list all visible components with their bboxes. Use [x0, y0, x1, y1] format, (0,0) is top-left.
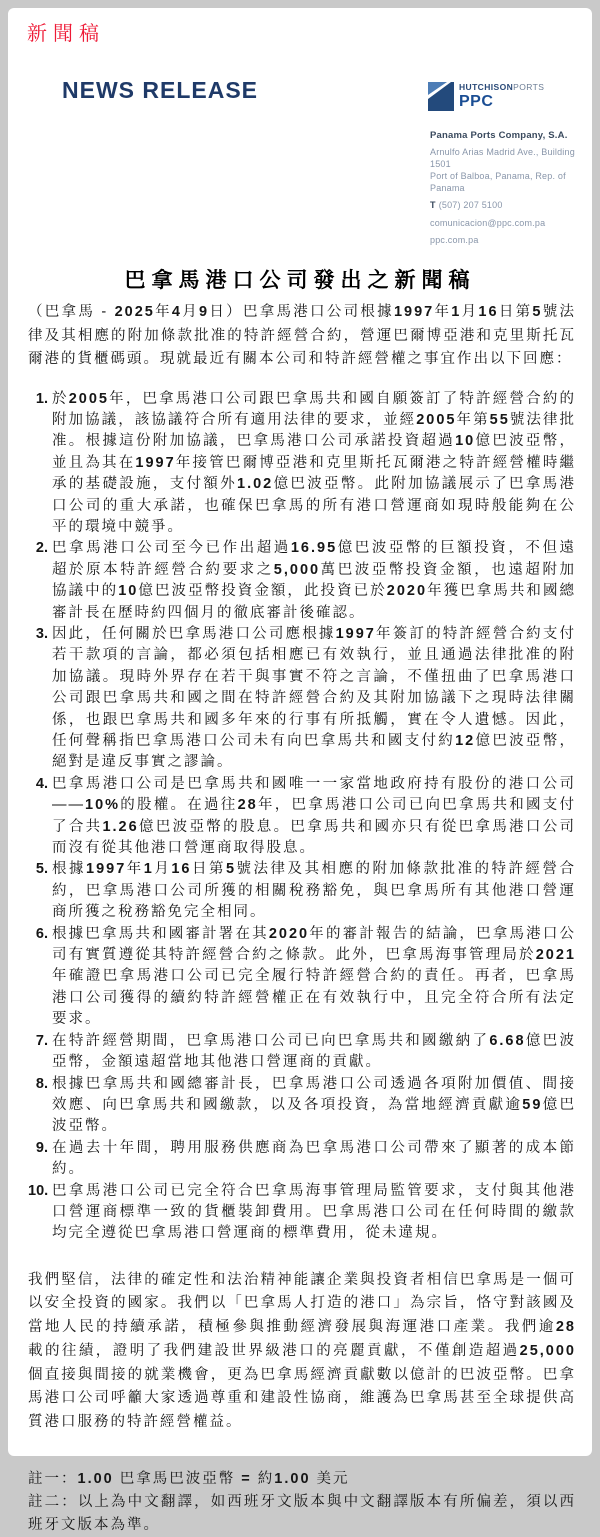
logo-wordmark: [459, 83, 544, 110]
list-item: [28, 538, 576, 624]
list-item: [28, 774, 576, 860]
list-item: [28, 1031, 576, 1074]
address-line-1: Arnulfo Arias Madrid Ave., Building 1501: [430, 147, 575, 169]
press-release-page: [8, 8, 592, 1533]
list-item-text: 巴拿馬港口公司是巴拿馬共和國唯一一家當地政府持有股份的港口公司——10%的股權。在過往28年，巴拿馬港口公司已向巴拿馬共和國支付了合共1.26億巴波亞幣的股息。巴拿馬共和國亦只有從巴拿馬港口公司而沒有從其他港口營運商取得股息。: [52, 775, 577, 857]
list-item: [28, 624, 576, 774]
closing-paragraph: 我們堅信，法律的確定性和法治精神能讓企業與投資者相信巴拿馬是一個可以安全投資的國家。我們以「巴拿馬人打造的港口」為宗旨，恪守對該國及當地人民的持續承諾，積極參與推動經濟發展與海運港口產業。我們逾28載的往績，證明了我們建設世界級港口的亮麗貢獻，不僅創造超過25,000個直接與間接的就業機會，更為巴拿馬經濟貢獻數以億計的巴波亞幣。巴拿馬港口公司呼籲大家透過尊重和建設性協商，維護為巴拿馬甚至全球提供高質港口服務的特許經營權益。: [28, 1271, 576, 1430]
list-item-number: 2.: [35, 540, 48, 557]
list-item-text: 巴拿馬港口公司至今已作出超過16.95億巴波亞幣的巨額投資，不但遠超於原本特許經營合約要求之5,000萬巴波亞幣投資金額，也遠超附加協議中的10億巴波亞幣投資金額，此投資已於2020年獲巴拿馬共和國總審計長在歷時約四個月的徹底審計後確認。: [52, 540, 577, 621]
list-item: [28, 859, 576, 923]
footnote-1: 註一：1.00 巴拿馬巴波亞幣 = 約1.00 美元: [28, 1470, 350, 1487]
list-item-number: 1.: [35, 390, 48, 407]
news-release-heading: NEWS RELEASE: [62, 77, 259, 103]
list-item: [28, 1181, 576, 1245]
footnotes: [28, 1468, 576, 1537]
list-item: [28, 389, 576, 539]
list-item-number: 5.: [35, 861, 48, 878]
numbered-list: [28, 389, 576, 1245]
hutchison-ports-ppc-logo: [428, 82, 544, 111]
phone-line: [430, 199, 592, 211]
brand-ppc: PPC: [459, 92, 494, 110]
company-name: Panama Ports Company, S.A.: [430, 130, 568, 141]
phone-label: T: [430, 200, 436, 210]
phone-number: (507) 207 5100: [438, 200, 503, 210]
address-line-2: Port of Balboa, Panama, Rep. of Panama: [430, 171, 566, 193]
list-item-text: 巴拿馬港口公司已完全符合巴拿馬海事管理局監管要求，支付與其他港口營運商標準一致的貨櫃裝卸費用。巴拿馬港口公司在任何時間的繳款均完全遵從巴拿馬港口營運商的標準費用，從未違規。: [52, 1182, 576, 1242]
brand-line: [459, 83, 544, 92]
footnote-2: 註二：以上為中文翻譯，如西班牙文版本與中文翻譯版本有所偏差，須以西班牙文版本為準。: [28, 1493, 576, 1533]
document-title: 巴拿馬港口公司發出之新聞稿: [124, 269, 476, 292]
hutchison-ports-logo-icon: [428, 82, 454, 111]
list-item-text: 根據巴拿馬共和國總審計長，巴拿馬港口公司透過各項附加價值、間接效應、向巴拿馬共和國繳款，以及各項投資，為當地經濟貢獻逾59億巴波亞幣。: [52, 1075, 577, 1135]
list-item-number: 10.: [28, 1182, 49, 1199]
list-item-text: 在過去十年間，聘用服務供應商為巴拿馬港口公司帶來了顯著的成本節約。: [52, 1139, 576, 1178]
list-item-number: 4.: [35, 775, 48, 792]
list-item-number: 3.: [35, 625, 48, 642]
list-item-text: 根據1997年1月16日第5號法律及其相應的附加條款批准的特許經營合約，巴拿馬港口公司所獲的相關稅務豁免，與巴拿馬所有其他港口營運商所獲之稅務豁免完全相同。: [52, 861, 577, 921]
website-text: ppc.com.pa: [430, 235, 479, 245]
list-item-number: 8.: [35, 1075, 48, 1092]
intro-paragraph: （巴拿馬 - 2025年4月9日）巴拿馬港口公司根據1997年1月16日第5號法律及其相應的附加條款批准的特許經營合約，營運巴爾博亞港和克里斯托瓦爾港的貨櫃碼頭。現就最近有關本公司和特許經營權之事宜作出以下回應：: [28, 304, 577, 367]
list-item-text: 在特許經營期間，巴拿馬港口公司已向巴拿馬共和國繳納了6.68億巴波亞幣，金額遠超當地其他港口營運商的貢獻。: [52, 1032, 577, 1071]
email-text: comunicacion@ppc.com.pa: [430, 218, 546, 228]
list-item-number: 6.: [35, 925, 48, 942]
brand-hutchison: HUTCHISON: [459, 82, 514, 92]
press-release-tag: 新聞稿: [27, 23, 105, 45]
list-item-text: 因此，任何關於巴拿馬港口公司應根據1997年簽訂的特許經營合約支付若干款項的言論，都必須包括相應已有效執行，並且通過法律批准的附加協議。現時外界存在若干與事實不符之言論，不僅扭曲了巴拿馬港口公司跟巴拿馬共和國之間在特許經營合約及其附加協議下之現時法律關係，也跟巴拿馬共和國多年來的行事有所抵觸，實在令人遺憾。因此，任何聲稱指巴拿馬港口公司未有向巴拿馬共和國支付約12億巴波亞幣，絕對是違反事實之謬論。: [52, 625, 577, 771]
list-item-number: 7.: [35, 1032, 48, 1049]
list-item: [28, 924, 576, 1031]
contact-block: [430, 130, 592, 246]
list-item-text: 根據巴拿馬共和國審計署在其2020年的審計報告的結論，巴拿馬港口公司有實質遵從其特許經營合約之條款。此外，巴拿馬海事管理局於2021年確證巴拿馬港口公司已完全履行特許經營合約的責任。再者，巴拿馬港口公司獲得的續約特許經營權正在有效執行中，且完全符合所有法定要求。: [52, 925, 577, 1028]
list-item-number: 9.: [35, 1139, 48, 1156]
document-body: [28, 301, 576, 1537]
list-item-text: 於2005年，巴拿馬港口公司跟巴拿馬共和國自願簽訂了特許經營合約的附加協議，該協議符合所有適用法律的要求，並經2005年第55號法律批准。根據這份附加協議，巴拿馬港口公司承諾投資超過10億巴波亞幣，並且為其在1997年接管巴爾博亞港和克里斯托瓦爾港之特許經營權時繼承的基礎設施，支付額外1.02億巴波亞幣。此附加協議展示了巴拿馬港口公司的重大承諾，也確保巴拿馬的所有港口營運商如現時般能夠在公平的環境中競爭。: [52, 390, 577, 535]
brand-ports: PORTS: [513, 82, 545, 92]
list-item: [28, 1138, 576, 1181]
list-item: [28, 1074, 576, 1138]
